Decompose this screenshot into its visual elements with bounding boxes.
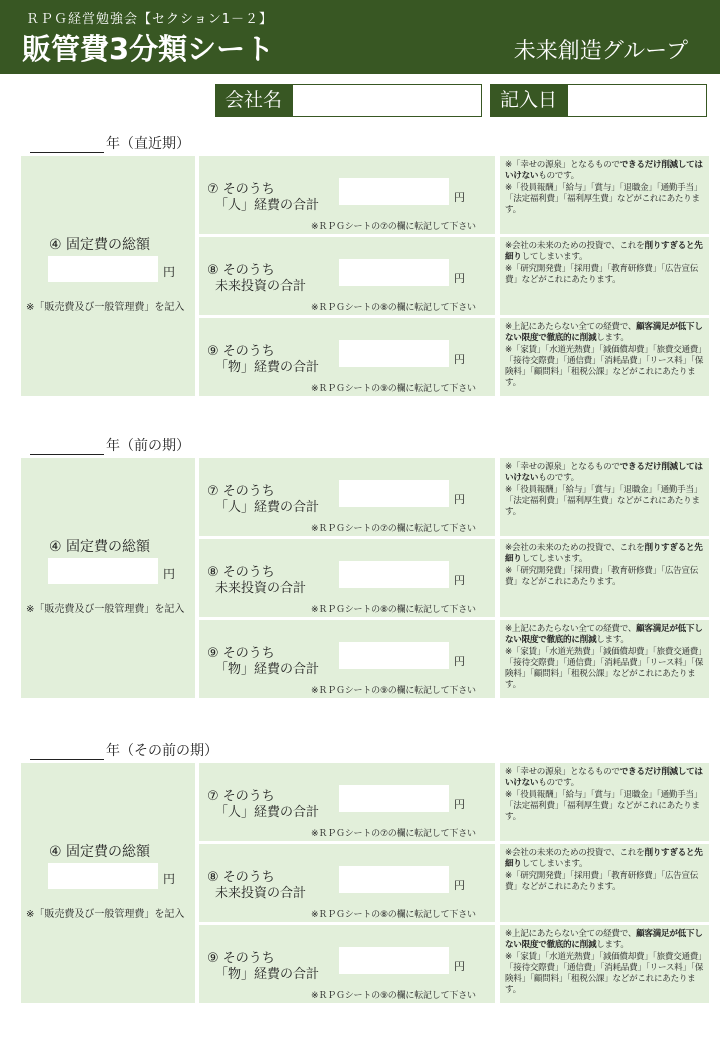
fixed-cost-note: ※「販売費及び一般管理費」を記入 [26,604,185,615]
note-examples: ※「家賃」「水道光熱費」「減価償却費」「旅費交通費」「接待交際費」「通信費」「消耗品費」「リース料」「保険料」「顧問料」「租税公課」などがこれにあたります。 [505,647,704,690]
yen-unit: 円 [454,353,465,366]
fixed-cost-note: ※「販売費及び一般管理費」を記入 [26,909,185,920]
note-emphasis: 顧客満足が低下しない限度で徹底的に削減 [505,624,703,645]
note-emphasis: 顧客満足が低下しない限度で徹底的に削減 [505,322,703,343]
period-title [30,740,218,760]
entry-date-field[interactable] [567,84,707,117]
note-examples: ※「役員報酬」「給与」「賞与」「退職金」「通勤手当」「法定福利費」「福利厚生費」などがこれにあたります。 [505,183,703,215]
note-text: します。 [596,635,629,645]
people-cost-input[interactable] [339,178,449,205]
future-invest-box [199,237,495,315]
things-cost-line1: ⑨ そのうち [207,951,275,966]
header-banner [0,0,720,74]
fixed-cost-panel [21,763,195,1003]
things-cost-line1: ⑨ そのうち [207,646,275,661]
future-invest-input[interactable] [339,866,449,893]
period-label: 年（前の期） [106,438,190,454]
things-cost-box [199,925,495,1003]
people-cost-note [500,156,709,234]
note-text: ※上記にあたらない全ての経費で、 [505,929,637,939]
things-cost-ref: ※ＲＰＧシートの⑨の欄に転記して下さい [311,991,476,1001]
period-title [30,435,190,455]
note-text: ※会社の未来のための投資で、これを [505,241,645,251]
yen-unit: 円 [454,960,465,973]
things-cost-note [500,620,709,698]
future-invest-box [199,844,495,922]
note-emphasis: 削りすぎると先細り [505,543,703,564]
things-cost-box [199,318,495,396]
yen-unit: 円 [454,493,465,506]
people-cost-box [199,763,495,841]
company-label: 会社名 [215,84,292,117]
note-examples: ※「役員報酬」「給与」「賞与」「退職金」「通勤手当」「法定福利費」「福利厚生費」などがこれにあたります。 [505,790,703,822]
note-text: ものです。 [538,171,579,181]
future-invest-box [199,539,495,617]
people-cost-box [199,458,495,536]
note-examples: ※「研究開発費」「採用費」「教育研修費」「広告宣伝費」などがこれにあたります。 [505,871,699,892]
things-cost-ref: ※ＲＰＧシートの⑨の欄に転記して下さい [311,686,476,696]
yen-unit: 円 [163,265,176,279]
note-emphasis: 削りすぎると先細り [505,241,703,262]
note-text: ※会社の未来のための投資で、これを [505,543,645,553]
note-text: ※「幸せの源泉」となるもので [505,767,620,777]
note-examples: ※「研究開発費」「採用費」「教育研修費」「広告宣伝費」などがこれにあたります。 [505,264,699,285]
things-cost-box [199,620,495,698]
company-name-field[interactable] [292,84,482,117]
page-title: 販管費3分類シート [22,32,275,66]
people-cost-line2: 「人」経費の合計 [215,805,320,820]
things-cost-line2: 「物」経費の合計 [215,360,320,375]
things-cost-line1: ⑨ そのうち [207,344,275,359]
people-cost-line2: 「人」経費の合計 [215,500,320,515]
things-cost-note [500,925,709,1003]
people-cost-ref: ※ＲＰＧシートの⑦の欄に転記して下さい [311,829,476,839]
note-examples: ※「家賃」「水道光熱費」「減価償却費」「旅費交通費」「接待交際費」「通信費」「消耗品費」「リース料」「保険料」「顧問料」「租税公課」などがこれにあたります。 [505,952,704,995]
people-cost-box [199,156,495,234]
future-invest-ref: ※ＲＰＧシートの⑧の欄に転記して下さい [311,605,476,615]
fixed-cost-label: ④ 固定費の総額 [49,237,151,253]
yen-unit: 円 [454,655,465,668]
yen-unit: 円 [163,567,176,581]
fixed-cost-label: ④ 固定費の総額 [49,539,151,555]
yen-unit: 円 [454,191,465,204]
people-cost-note [500,458,709,536]
note-text: してしまいます。 [521,252,588,262]
people-cost-line2: 「人」経費の合計 [215,198,320,213]
note-text: します。 [596,333,629,343]
yen-unit: 円 [454,574,465,587]
fixed-cost-input[interactable] [48,256,158,282]
note-text: ※上記にあたらない全ての経費で、 [505,624,637,634]
note-examples: ※「役員報酬」「給与」「賞与」「退職金」「通勤手当」「法定福利費」「福利厚生費」などがこれにあたります。 [505,485,703,517]
period-label: 年（直近期） [106,136,190,152]
note-text: ※会社の未来のための投資で、これを [505,848,645,858]
note-examples: ※「家賃」「水道光熱費」「減価償却費」「旅費交通費」「接待交際費」「通信費」「消耗品費」「リース料」「保険料」「顧問料」「租税公課」などがこれにあたります。 [505,345,704,388]
people-cost-input[interactable] [339,785,449,812]
things-cost-line2: 「物」経費の合計 [215,662,320,677]
future-invest-ref: ※ＲＰＧシートの⑧の欄に転記して下さい [311,303,476,313]
future-invest-line2: 未来投資の合計 [215,581,307,596]
fixed-cost-input[interactable] [48,863,158,889]
date-row [490,84,707,117]
fixed-cost-panel [21,156,195,396]
header-subtitle: ＲＰＧ経営勉強会【セクション1－２】 [26,12,274,27]
period-label: 年（その前の期） [106,743,218,759]
fixed-cost-note: ※「販売費及び一般管理費」を記入 [26,302,185,313]
future-invest-line2: 未来投資の合計 [215,279,307,294]
people-cost-line1: ⑦ そのうち [207,484,275,499]
future-invest-line1: ⑧ そのうち [207,263,275,278]
future-invest-line1: ⑧ そのうち [207,870,275,885]
note-text: ※上記にあたらない全ての経費で、 [505,322,637,332]
things-cost-note [500,318,709,396]
note-text: してしまいます。 [521,554,588,564]
future-invest-line2: 未来投資の合計 [215,886,307,901]
date-label: 記入日 [490,84,567,117]
future-invest-line1: ⑧ そのうち [207,565,275,580]
yen-unit: 円 [454,879,465,892]
future-invest-input[interactable] [339,259,449,286]
year-field[interactable] [30,443,104,455]
note-text: ものです。 [538,778,579,788]
people-cost-ref: ※ＲＰＧシートの⑦の欄に転記して下さい [311,222,476,232]
people-cost-ref: ※ＲＰＧシートの⑦の欄に転記して下さい [311,524,476,534]
note-emphasis: できるだけ削減してはいけない [505,767,703,788]
note-emphasis: できるだけ削減してはいけない [505,160,703,181]
future-invest-note [500,539,709,617]
fixed-cost-input[interactable] [48,558,158,584]
things-cost-input[interactable] [339,340,449,367]
fixed-cost-label: ④ 固定費の総額 [49,844,151,860]
people-cost-input[interactable] [339,480,449,507]
things-cost-ref: ※ＲＰＧシートの⑨の欄に転記して下さい [311,384,476,394]
year-field[interactable] [30,141,104,153]
note-emphasis: 削りすぎると先細り [505,848,703,869]
things-cost-input[interactable] [339,947,449,974]
yen-unit: 円 [454,272,465,285]
note-text: ※「幸せの源泉」となるもので [505,462,620,472]
note-text: ※「幸せの源泉」となるもので [505,160,620,170]
yen-unit: 円 [163,872,176,886]
note-text: ものです。 [538,473,579,483]
people-cost-line1: ⑦ そのうち [207,182,275,197]
things-cost-line2: 「物」経費の合計 [215,967,320,982]
year-field[interactable] [30,748,104,760]
organization-name: 未来創造グループ [513,39,688,64]
note-examples: ※「研究開発費」「採用費」「教育研修費」「広告宣伝費」などがこれにあたります。 [505,566,699,587]
note-text: します。 [596,940,629,950]
things-cost-input[interactable] [339,642,449,669]
note-emphasis: 顧客満足が低下しない限度で徹底的に削減 [505,929,703,950]
company-row [215,84,482,117]
future-invest-ref: ※ＲＰＧシートの⑧の欄に転記して下さい [311,910,476,920]
people-cost-note [500,763,709,841]
future-invest-note [500,237,709,315]
period-title [30,133,190,153]
note-emphasis: できるだけ削減してはいけない [505,462,703,483]
people-cost-line1: ⑦ そのうち [207,789,275,804]
note-text: してしまいます。 [521,859,588,869]
future-invest-note [500,844,709,922]
fixed-cost-panel [21,458,195,698]
future-invest-input[interactable] [339,561,449,588]
yen-unit: 円 [454,798,465,811]
